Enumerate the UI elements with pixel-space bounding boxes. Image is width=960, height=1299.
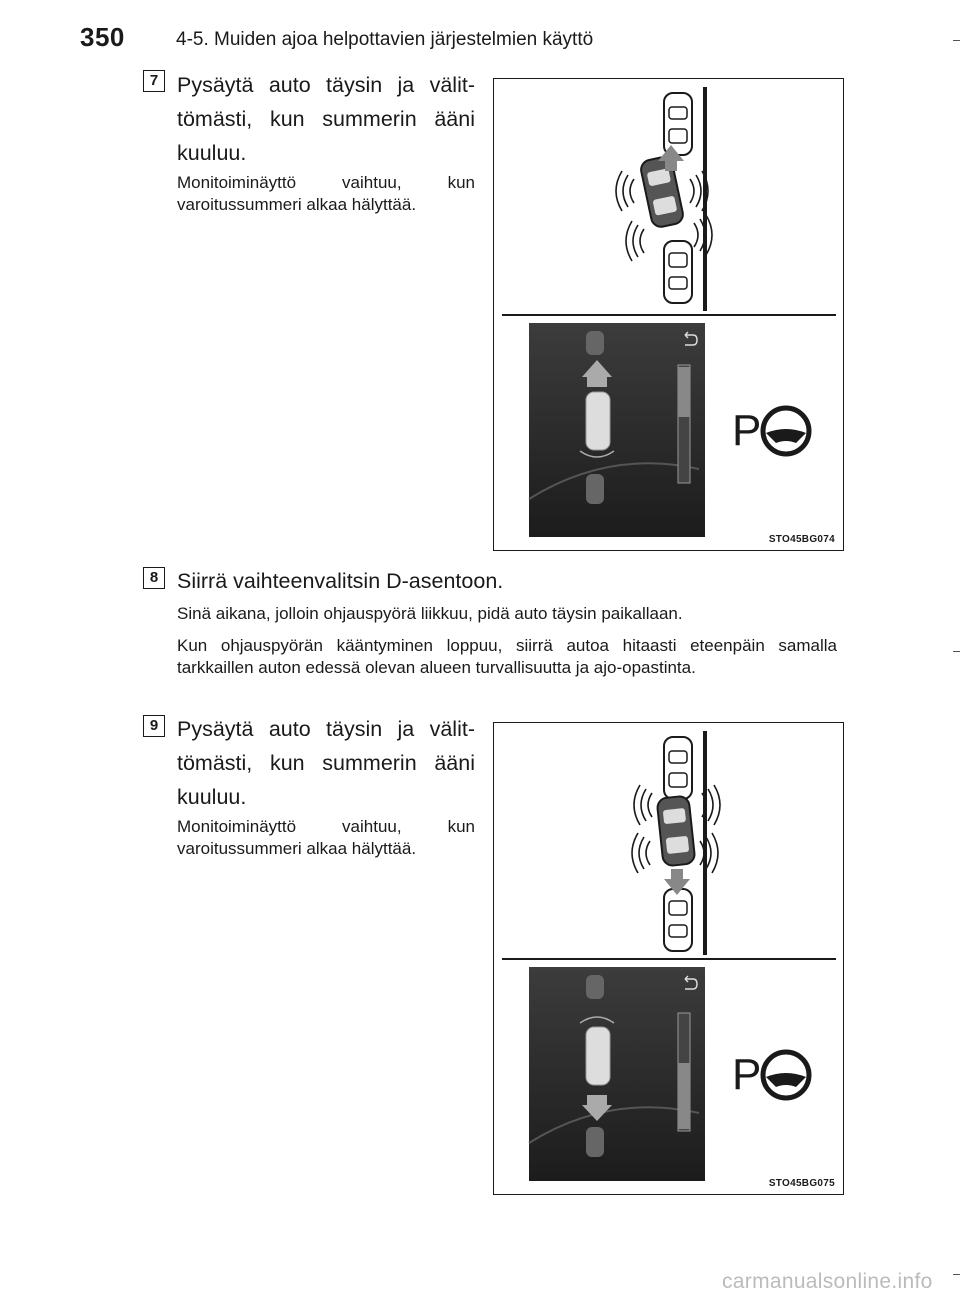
gear-indicator: P bbox=[732, 406, 762, 455]
car-icon bbox=[664, 889, 692, 951]
step-7-instruction: Pysäytä auto täysin ja välit-tömästi, kun summerin ääni kuuluu. bbox=[177, 73, 475, 165]
car-icon bbox=[664, 737, 692, 799]
crop-mark bbox=[953, 651, 960, 652]
step-9-instruction: Pysäytä auto täysin ja välit-tömästi, kun summerin ääni kuuluu. bbox=[177, 717, 475, 809]
step-9-note: Monitoiminäyttö vaihtuu, kun varoitussummeri alkaa hälyttää. bbox=[177, 817, 475, 858]
step-number-9: 9 bbox=[143, 715, 165, 737]
steering-wheel-icon bbox=[763, 408, 809, 454]
car-icon bbox=[639, 155, 684, 228]
page-number: 350 bbox=[80, 22, 125, 52]
car-icon bbox=[664, 241, 692, 303]
step-8-note-1: Sinä aikana, jolloin ohjauspyörä liikkuu, pidä auto täysin paikallaan. bbox=[177, 604, 683, 623]
step-8-instruction: Siirrä vaihteenvalitsin D-asentoon. bbox=[177, 569, 504, 593]
figure-step-7 bbox=[493, 78, 844, 551]
parking-illustration-forward bbox=[494, 79, 842, 549]
figure-code: STO45BG074 bbox=[768, 534, 835, 545]
step-8-notes bbox=[177, 603, 837, 689]
step-number-8: 8 bbox=[143, 567, 165, 589]
watermark: carmanualsonline.info bbox=[722, 1270, 933, 1293]
step-7-note: Monitoiminäyttö vaihtuu, kun varoitussummeri alkaa hälyttää. bbox=[177, 173, 475, 214]
steering-wheel-icon bbox=[763, 1052, 809, 1098]
car-icon bbox=[657, 796, 696, 867]
step-8-note-2: Kun ohjauspyörän kääntyminen loppuu, siirrä autoa hitaasti eteenpäin samalla tarkkaillen auton edessä olevan alueen turvallisuutta ja ajo-opastinta. bbox=[177, 636, 837, 677]
figure-step-9 bbox=[493, 722, 844, 1195]
car-icon bbox=[664, 93, 692, 155]
section-title: 4-5. Muiden ajoa helpottavien järjestelmien käyttö bbox=[176, 29, 594, 50]
crop-mark bbox=[953, 40, 960, 41]
gear-indicator: P bbox=[732, 1050, 762, 1099]
step-number-7: 7 bbox=[143, 70, 165, 92]
crop-mark bbox=[953, 1274, 960, 1275]
parking-illustration-backward bbox=[494, 723, 842, 1193]
figure-code: STO45BG075 bbox=[768, 1178, 835, 1189]
